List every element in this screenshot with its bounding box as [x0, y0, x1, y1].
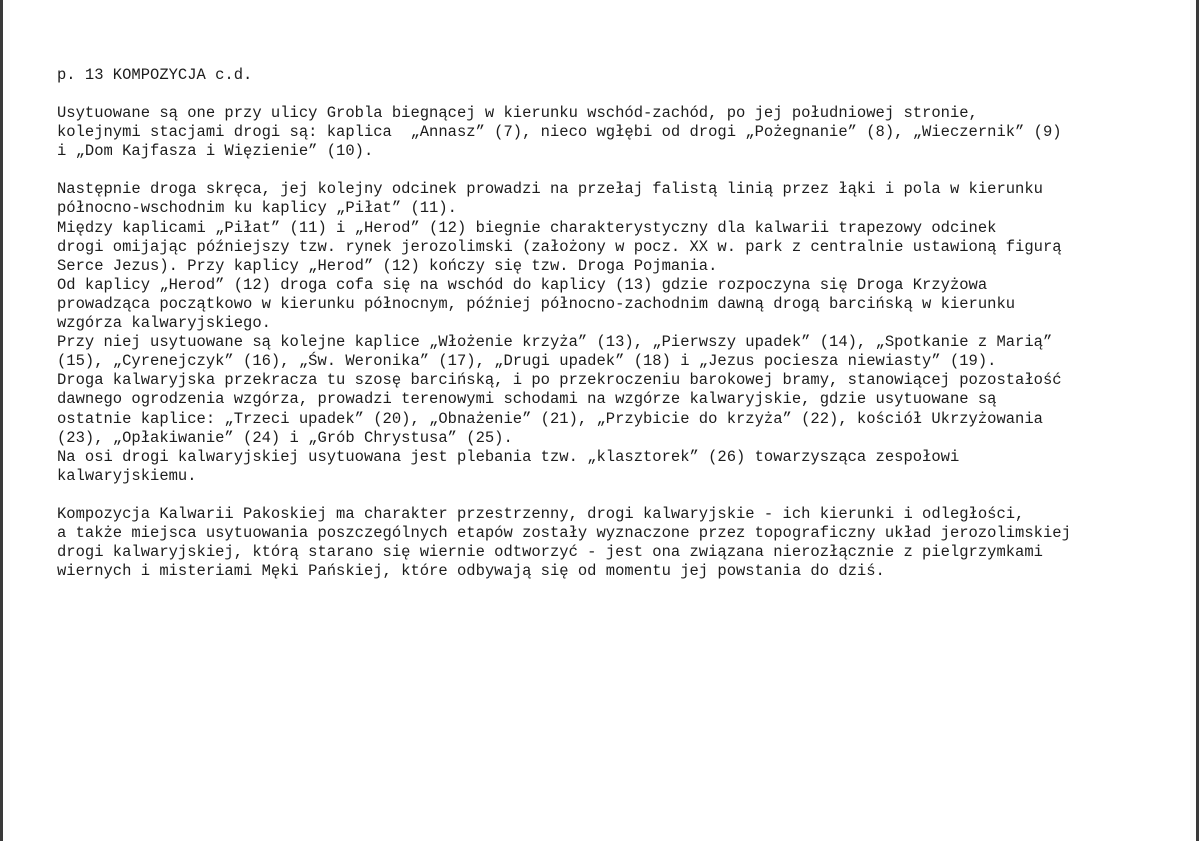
text-line: dawnego ogrodzenia wzgórza, prowadzi terenowymi schodami na wzgórze kalwaryjskie, gdzie usytuowane są	[57, 390, 997, 409]
text-line: kolejnymi stacjami drogi są: kaplica „Annasz” (7), nieco wgłębi od drogi „Pożegnanie” (8), „Wieczernik” (9)	[57, 123, 1062, 142]
text-line: wzgórza kalwaryjskiego.	[57, 314, 271, 333]
text-line: drogi omijając późniejszy tzw. rynek jerozolimski (założony w pocz. XX w. park z centralnie ustawioną figurą	[57, 237, 1062, 256]
text-line: i „Dom Kajfasza i Więzienie” (10).	[57, 142, 374, 161]
page-heading: p. 13 KOMPOZYCJA c.d.	[57, 66, 253, 84]
paragraph-3	[57, 505, 1177, 581]
text-line: Usytuowane są one przy ulicy Grobla biegnącej w kierunku wschód-zachód, po jej południowej stronie,	[57, 104, 978, 123]
paragraph-2	[57, 180, 1177, 486]
text-line: Serce Jezus). Przy kaplicy „Herod” (12) kończy się tzw. Droga Pojmania.	[57, 256, 718, 275]
text-line: a także miejsca usytuowania poszczególnych etapów zostały wyznaczone przez topograficzny układ jerozolimskiej	[57, 523, 1071, 542]
text-line: Droga kalwaryjska przekracza tu szosę barcińską, i po przekroczeniu barokowej bramy, stanowiącej pozostałość	[57, 371, 1062, 390]
paragraph-1	[57, 104, 1177, 161]
text-line: ostatnie kaplice: „Trzeci upadek” (20), „Obnażenie” (21), „Przybicie do krzyża” (22), kościół Ukrzyżowania	[57, 409, 1043, 428]
text-line: drogi kalwaryjskiej, którą starano się wiernie odtworzyć - jest ona związana nierozłącznie z pielgrzymkami	[57, 543, 1043, 562]
text-line: (23), „Opłakiwanie” (24) i „Grób Chrystusa” (25).	[57, 428, 513, 447]
text-line: prowadząca początkowo w kierunku północnym, później północno-zachodnim dawną drogą barcińską w kierunku	[57, 294, 1016, 313]
text-line: Od kaplicy „Herod” (12) droga cofa się na wschód do kaplicy (13) gdzie rozpoczyna się Droga Krzyżowa	[57, 275, 988, 294]
text-line: Następnie droga skręca, jej kolejny odcinek prowadzi na przełaj falistą linią przez łąki i pola w kierunku	[57, 180, 1043, 199]
text-line: Na osi drogi kalwaryjskiej usytuowana jest plebania tzw. „klasztorek” (26) towarzysząca zespołowi	[57, 447, 960, 466]
page-edge-left	[0, 0, 3, 841]
text-line: Kompozycja Kalwarii Pakoskiej ma charakter przestrzenny, drogi kalwaryjskie - ich kierunki i odległości,	[57, 504, 1025, 523]
document-body	[57, 66, 1177, 600]
text-line: kalwaryjskiemu.	[57, 466, 197, 485]
text-line: wiernych i misteriami Męki Pańskiej, które odbywają się od momentu jej powstania do dziś.	[57, 562, 885, 581]
text-line: Między kaplicami „Piłat” (11) i „Herod” (12) biegnie charakterystyczny dla kalwarii trapezowy odcinek	[57, 218, 997, 237]
text-line: północno-wschodnim ku kaplicy „Piłat” (11).	[57, 199, 457, 218]
text-line: Przy niej usytuowane są kolejne kaplice „Włożenie krzyża” (13), „Pierwszy upadek” (14), „Spotkanie z Marią”	[57, 333, 1053, 352]
text-line: (15), „Cyrenejczyk” (16), „Św. Weronika” (17), „Drugi upadek” (18) i „Jezus pociesza niewiasty” (19).	[57, 352, 997, 371]
